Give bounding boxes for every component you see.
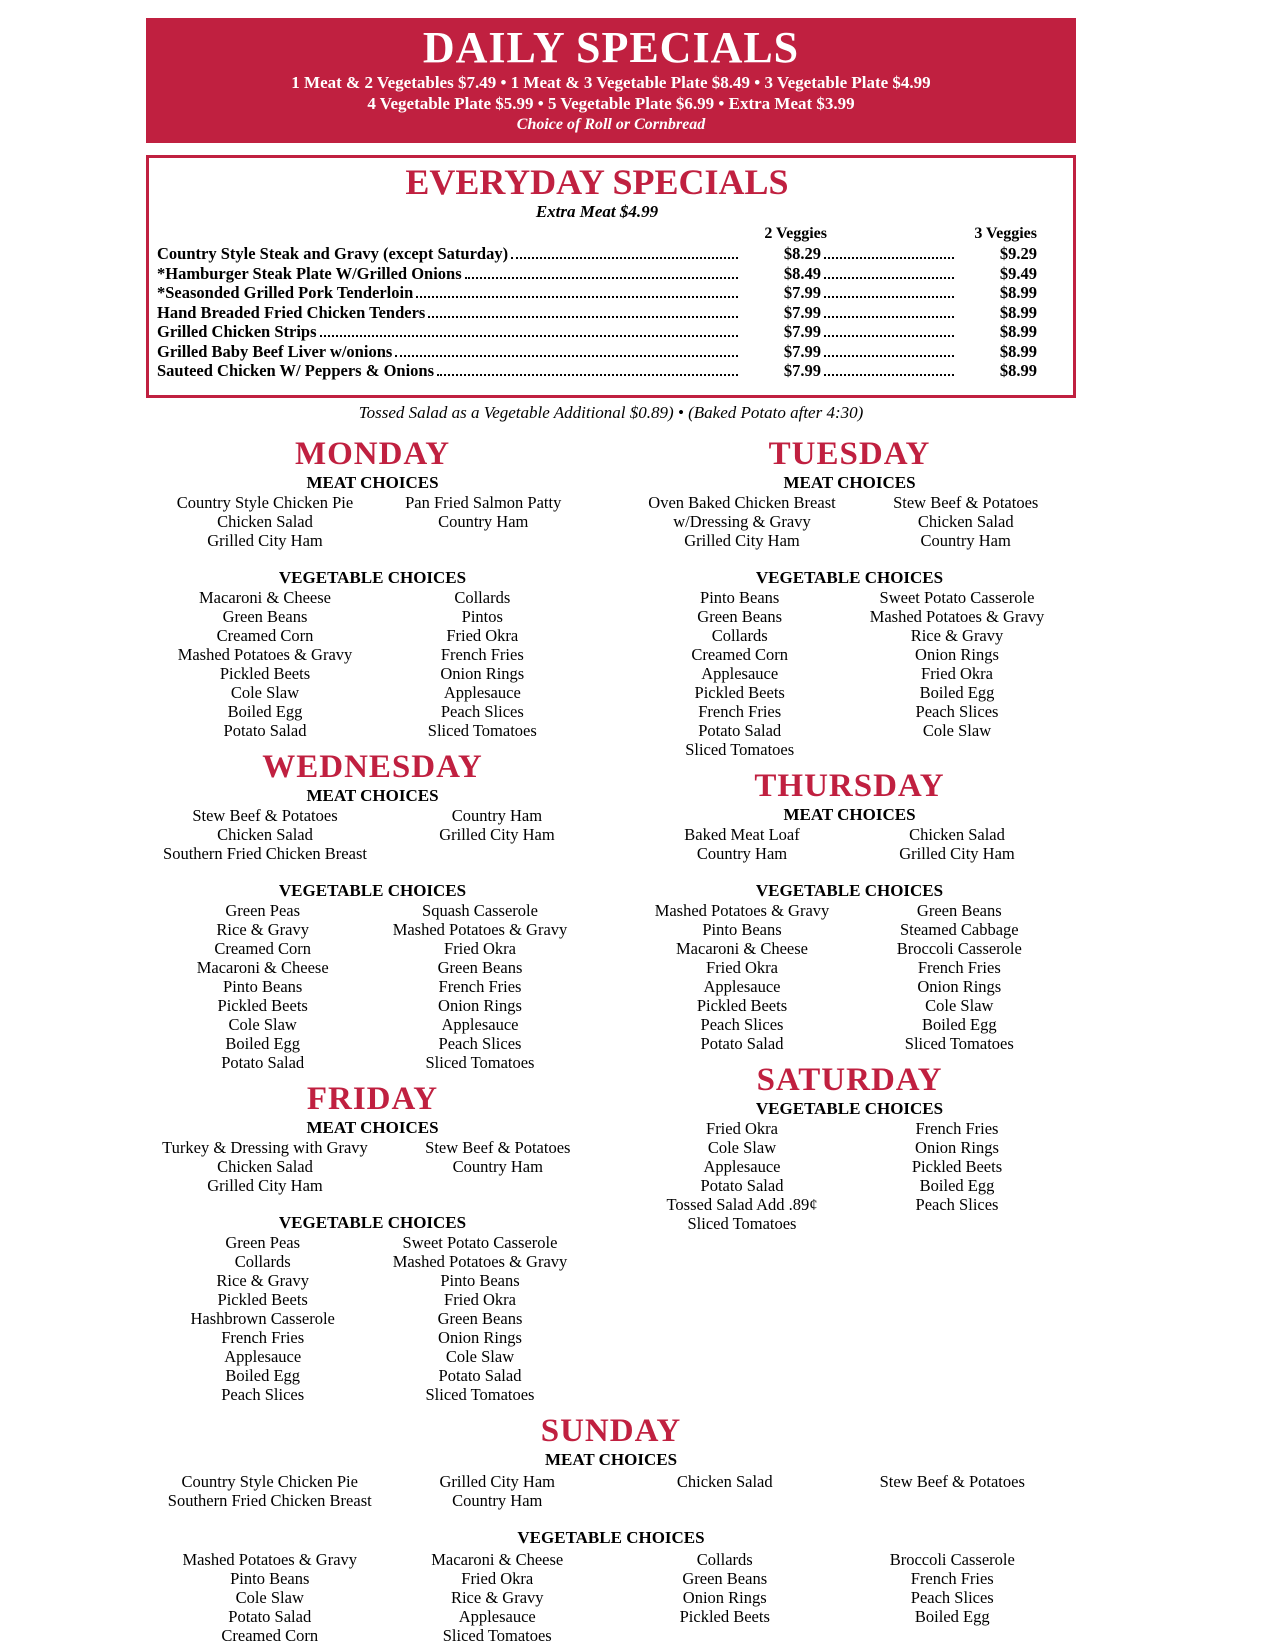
menu-item: Peach Slices: [910, 1587, 994, 1607]
item-name: Country Style Steak and Gravy (except Saturday): [157, 244, 509, 263]
meat-list: [881, 493, 1051, 550]
banner-roll-note: Choice of Roll or Cornbread: [516, 116, 706, 133]
dot-leader: [824, 265, 954, 279]
menu-item: Sweet Potato Casserole: [879, 587, 1035, 607]
menu-item: w/Dressing & Gravy: [673, 511, 811, 531]
item-name: Hand Breaded Fried Chicken Tenders: [157, 302, 426, 322]
menu-item: Rice & Gravy: [216, 919, 309, 939]
menu-item: Peach Slices: [915, 1194, 999, 1214]
dot-leader: [824, 323, 954, 337]
meat-columns: [146, 493, 599, 550]
meat-list: [413, 1138, 583, 1195]
day-friday: [146, 1080, 599, 1404]
menu-item: Applesauce: [443, 682, 521, 702]
meat-list: [398, 493, 568, 550]
meat-list: [162, 1138, 368, 1195]
menu-item: Boiled Egg: [225, 1033, 301, 1053]
menu-item: Sliced Tomatoes: [687, 1213, 797, 1233]
everyday-specials-box: [146, 155, 1076, 398]
vegetable-columns: [146, 588, 599, 740]
menu-item: Fried Okra: [706, 1118, 778, 1138]
item-name: Grilled Chicken Strips: [157, 322, 317, 341]
three-veggie-price: $8.99: [999, 361, 1037, 380]
menu-item: Stew Beef & Potatoes: [425, 1137, 571, 1157]
vegetable-choices-label: VEGETABLE CHOICES: [755, 880, 944, 900]
item-name: Sauteed Chicken W/ Peppers & Onions: [157, 361, 435, 380]
menu-item: Boiled Egg: [227, 701, 303, 721]
menu-item: Chicken Salad: [909, 824, 1005, 844]
meat-choices-label: MEAT CHOICES: [783, 472, 916, 492]
banner-pricing-line-2: 4 Vegetable Plate $5.99 • 5 Vegetable Plate $6.99 • Extra Meat $3.99: [367, 94, 855, 113]
menu-item: Pickled Beets: [217, 995, 308, 1015]
everyday-item-row: [157, 342, 1037, 362]
menu-item: Pan Fried Salmon Patty: [405, 492, 562, 512]
menu-item: Collards: [696, 1549, 753, 1569]
menu-item: Green Beans: [437, 1308, 523, 1328]
meat-choices-label: MEAT CHOICES: [544, 1449, 678, 1469]
meat-choices-label: MEAT CHOICES: [306, 1117, 439, 1137]
three-veggie-price: $9.49: [999, 263, 1037, 283]
menu-item: Cole Slaw: [707, 1137, 777, 1157]
three-veggie-price: $8.99: [999, 322, 1037, 341]
two-veggie-price: $7.99: [783, 341, 821, 361]
vegetable-choices-label: VEGETABLE CHOICES: [278, 880, 467, 900]
day-thursday: [623, 767, 1076, 1053]
vegetable-list: [393, 1233, 568, 1404]
menu-item: Turkey & Dressing with Gravy: [162, 1137, 368, 1157]
vegetable-list: [655, 588, 825, 759]
menu-item: Grilled City Ham: [439, 824, 555, 844]
menu-item: Grilled City Ham: [207, 530, 323, 550]
menu-item: Sliced Tomatoes: [442, 1625, 552, 1645]
menu-item: Pickled Beets: [219, 663, 311, 683]
menu-item: Cole Slaw: [230, 682, 300, 702]
vegetable-list: [161, 1550, 379, 1645]
menu-item: Applesauce: [458, 1606, 536, 1626]
menu-item: Grilled City Ham: [684, 530, 800, 550]
right-day-column: [623, 427, 1076, 1404]
menu-item: Green Beans: [697, 606, 783, 626]
meat-list: [161, 1472, 379, 1510]
vegetable-choices-label: VEGETABLE CHOICES: [517, 1527, 705, 1547]
menu-item: Potato Salad: [700, 1175, 784, 1195]
meat-columns: [146, 806, 599, 863]
weekday-menus: [146, 427, 1076, 1404]
menu-page: [146, 0, 1076, 1645]
two-veggie-price: $7.99: [783, 361, 821, 380]
menu-item: Green Beans: [682, 1568, 768, 1588]
menu-item: Collards: [711, 625, 768, 645]
menu-item: Peach Slices: [438, 1033, 522, 1053]
everyday-item-row: [157, 303, 1037, 323]
menu-item: Sweet Potato Casserole: [402, 1232, 558, 1252]
vegetable-columns: [623, 1119, 1076, 1233]
everyday-item-row: [157, 244, 1037, 264]
menu-item: Fried Okra: [444, 1289, 516, 1309]
dot-leader: [824, 343, 954, 357]
vegetable-list: [393, 901, 568, 1072]
everyday-item-row: [157, 264, 1037, 284]
menu-item: Cole Slaw: [235, 1587, 304, 1607]
vegetable-columns: [623, 901, 1076, 1053]
item-name: *Seasonded Grilled Pork Tenderloin: [157, 283, 414, 302]
three-veggie-price: $8.99: [999, 283, 1037, 302]
meat-list: [163, 806, 367, 863]
dot-leader: [511, 245, 738, 259]
meat-list: [616, 1472, 834, 1510]
day-sunday: [146, 1412, 1076, 1645]
menu-item: Fried Okra: [446, 625, 519, 645]
meat-list: [844, 1472, 1062, 1510]
menu-item: Macaroni & Cheese: [431, 1549, 564, 1569]
meat-choices-label: MEAT CHOICES: [783, 804, 916, 824]
day-title: MONDAY: [294, 435, 451, 472]
day-title: SATURDAY: [756, 1061, 943, 1098]
vegetable-list: [397, 588, 567, 740]
menu-item: Macaroni & Cheese: [196, 957, 329, 977]
three-veggies-header: 3 Veggies: [974, 225, 1037, 242]
dot-leader: [437, 362, 738, 376]
menu-item: Hashbrown Casserole: [190, 1308, 335, 1328]
day-monday: [146, 435, 599, 740]
menu-item: Onion Rings: [440, 663, 525, 683]
menu-item: Green Beans: [437, 957, 523, 977]
menu-item: Rice & Gravy: [450, 1587, 544, 1607]
item-name: Grilled Baby Beef Liver w/onions: [157, 341, 393, 361]
menu-item: Mashed Potatoes & Gravy: [392, 1251, 568, 1271]
menu-item: Green Peas: [225, 900, 301, 920]
meat-list: [389, 1472, 607, 1510]
menu-item: Pinto Beans: [230, 1568, 310, 1588]
menu-item: Peach Slices: [915, 701, 999, 721]
menu-item: Country Ham: [696, 843, 788, 863]
two-veggie-price: $7.99: [783, 302, 821, 322]
menu-item: Rice & Gravy: [910, 625, 1004, 645]
menu-item: Onion Rings: [915, 1137, 999, 1157]
menu-item: Boiled Egg: [921, 1014, 997, 1034]
menu-item: Country Ham: [452, 1156, 543, 1176]
meat-columns: [623, 493, 1076, 550]
dot-leader: [824, 284, 954, 298]
menu-item: Broccoli Casserole: [896, 938, 1022, 958]
everyday-price-headers: [157, 224, 1037, 244]
menu-item: French Fries: [698, 701, 782, 721]
vegetable-columns: [146, 1233, 599, 1404]
meat-list: [657, 825, 827, 863]
menu-item: Onion Rings: [438, 995, 522, 1015]
two-veggie-price: $7.99: [783, 283, 821, 302]
menu-item: Fried Okra: [706, 957, 778, 977]
dot-leader: [428, 304, 738, 318]
day-tuesday: [623, 435, 1076, 759]
menu-item: Peach Slices: [440, 701, 524, 721]
menu-item: French Fries: [910, 1568, 994, 1588]
menu-item: Pickled Beets: [696, 995, 788, 1015]
menu-item: Applesauce: [224, 1346, 302, 1366]
menu-item: Potato Salad: [438, 1365, 522, 1385]
menu-item: Creamed Corn: [691, 644, 789, 664]
menu-item: Southern Fried Chicken Breast: [167, 1490, 372, 1510]
vegetable-list: [872, 1119, 1042, 1233]
meat-columns: [146, 1138, 599, 1195]
menu-item: Country Ham: [920, 530, 1011, 550]
day-wednesday: [146, 748, 599, 1072]
menu-item: Creamed Corn: [216, 625, 314, 645]
menu-item: Onion Rings: [915, 644, 999, 664]
menu-item: Onion Rings: [682, 1587, 767, 1607]
three-veggie-price: $9.29: [999, 244, 1037, 263]
everyday-specials-title: EVERYDAY SPECIALS: [405, 162, 789, 202]
dot-leader: [320, 323, 738, 337]
menu-item: Tossed Salad Add .89¢: [666, 1194, 818, 1214]
dot-leader: [824, 362, 954, 376]
dot-leader: [416, 284, 738, 298]
vegetable-list: [178, 588, 353, 740]
menu-item: Pickled Beets: [679, 1606, 770, 1626]
menu-item: Collards: [234, 1251, 291, 1271]
day-title: WEDNESDAY: [262, 748, 483, 785]
menu-item: Potato Salad: [221, 1052, 305, 1072]
vegetable-list: [844, 1550, 1062, 1645]
banner-pricing-line-1: 1 Meat & 2 Vegetables $7.49 • 1 Meat & 3 Vegetable Plate $8.49 • 3 Vegetable Plate $4.99: [291, 73, 931, 92]
menu-item: Sliced Tomatoes: [427, 720, 537, 740]
vegetable-choices-label: VEGETABLE CHOICES: [755, 567, 944, 587]
menu-item: French Fries: [221, 1327, 305, 1347]
vegetable-list: [657, 1119, 827, 1233]
menu-item: Broccoli Casserole: [889, 1549, 1015, 1569]
menu-item: Sliced Tomatoes: [425, 1052, 535, 1072]
two-veggie-price: $7.99: [783, 322, 821, 341]
menu-item: Potato Salad: [223, 720, 307, 740]
tossed-salad-note: Tossed Salad as a Vegetable Additional $0.89) • (Baked Potato after 4:30): [358, 402, 864, 422]
day-saturday: [623, 1061, 1076, 1233]
menu-item: Country Style Chicken Pie: [181, 1471, 358, 1491]
vegetable-list: [874, 901, 1044, 1053]
menu-item: Applesauce: [703, 1156, 781, 1176]
menu-item: Stew Beef & Potatoes: [192, 805, 338, 825]
menu-item: Mashed Potatoes & Gravy: [869, 606, 1045, 626]
dot-leader: [824, 245, 954, 259]
meat-choices-label: MEAT CHOICES: [306, 472, 439, 492]
menu-item: Macaroni & Cheese: [199, 587, 331, 607]
meat-list: [872, 825, 1042, 863]
menu-item: Sliced Tomatoes: [685, 739, 795, 759]
vegetable-columns: [161, 1550, 1061, 1645]
menu-item: Pinto Beans: [440, 1270, 520, 1290]
vegetable-list: [389, 1550, 607, 1645]
menu-item: Grilled City Ham: [899, 843, 1015, 863]
menu-item: Cole Slaw: [228, 1014, 297, 1034]
banner-title: DAILY SPECIALS: [422, 23, 800, 72]
three-veggie-price: $8.99: [999, 341, 1037, 361]
dot-leader: [824, 304, 954, 318]
menu-item: Applesauce: [441, 1014, 519, 1034]
menu-item: Green Beans: [916, 900, 1002, 920]
menu-item: Country Ham: [451, 805, 543, 825]
menu-item: Potato Salad: [228, 1606, 312, 1626]
menu-item: Cole Slaw: [445, 1346, 515, 1366]
menu-item: Country Ham: [438, 511, 529, 531]
menu-item: Grilled City Ham: [207, 1175, 323, 1195]
menu-item: Cole Slaw: [925, 995, 994, 1015]
vegetable-list: [616, 1550, 834, 1645]
everyday-item-row: [157, 361, 1037, 381]
menu-item: French Fries: [917, 957, 1001, 977]
vegetable-list: [178, 901, 348, 1072]
left-day-column: [146, 427, 599, 1404]
menu-item: Pickled Beets: [911, 1156, 1003, 1176]
menu-item: Fried Okra: [444, 938, 516, 958]
menu-item: Mashed Potatoes & Gravy: [654, 900, 830, 920]
menu-item: Fried Okra: [921, 663, 993, 683]
menu-item: Pickled Beets: [694, 682, 785, 702]
menu-item: Creamed Corn: [214, 938, 312, 958]
menu-item: Pinto Beans: [702, 919, 782, 939]
header-gap: [827, 224, 957, 244]
menu-item: Potato Salad: [700, 1033, 784, 1053]
two-veggie-price: $8.49: [783, 263, 821, 283]
menu-item: Chicken Salad: [217, 1156, 313, 1176]
menu-item: Chicken Salad: [217, 511, 313, 531]
two-veggies-header: 2 Veggies: [764, 225, 827, 242]
menu-item: Onion Rings: [438, 1327, 522, 1347]
vegetable-choices-label: VEGETABLE CHOICES: [278, 567, 467, 587]
meat-list: [177, 493, 353, 550]
menu-item: Steamed Cabbage: [899, 919, 1019, 939]
meat-list: [412, 806, 582, 863]
menu-item: Country Ham: [452, 1490, 543, 1510]
day-title: SUNDAY: [540, 1412, 682, 1449]
menu-item: Mashed Potatoes & Gravy: [182, 1549, 358, 1569]
menu-item: Peach Slices: [700, 1014, 784, 1034]
menu-item: Mashed Potatoes & Gravy: [177, 644, 353, 664]
menu-item: Country Style Chicken Pie: [176, 492, 354, 512]
menu-item: Potato Salad: [698, 720, 782, 740]
menu-item: Grilled City Ham: [439, 1471, 555, 1491]
meat-columns: [161, 1472, 1061, 1510]
menu-item: Pickled Beets: [217, 1289, 308, 1309]
menu-item: Macaroni & Cheese: [676, 938, 808, 958]
menu-item: Fried Okra: [461, 1568, 534, 1588]
menu-item: Mashed Potatoes & Gravy: [392, 919, 568, 939]
dot-leader: [465, 265, 738, 279]
menu-item: Chicken Salad: [676, 1471, 773, 1491]
everyday-item-row: [157, 283, 1037, 303]
everyday-item-row: [157, 322, 1037, 342]
daily-specials-banner: [146, 18, 1076, 143]
menu-item: Pinto Beans: [223, 976, 303, 996]
menu-item: Chicken Salad: [217, 824, 313, 844]
menu-item: Baked Meat Loaf: [684, 824, 800, 844]
menu-item: Stew Beef & Potatoes: [893, 492, 1039, 512]
three-veggie-price: $8.99: [999, 302, 1037, 322]
menu-item: Onion Rings: [917, 976, 1002, 996]
extra-meat-note: Extra Meat $4.99: [535, 202, 659, 221]
vegetable-list: [870, 588, 1045, 759]
menu-item: Cole Slaw: [922, 720, 992, 740]
dot-leader: [395, 343, 738, 357]
menu-item: Green Beans: [222, 606, 308, 626]
menu-item: Squash Casserole: [422, 900, 538, 920]
menu-item: Boiled Egg: [919, 1175, 995, 1195]
meat-list: [648, 493, 835, 550]
menu-item: Boiled Egg: [225, 1365, 301, 1385]
vegetable-columns: [146, 901, 599, 1072]
menu-item: French Fries: [440, 644, 524, 664]
menu-item: French Fries: [438, 976, 522, 996]
menu-item: Pinto Beans: [700, 587, 780, 607]
vegetable-choices-label: VEGETABLE CHOICES: [278, 1212, 467, 1232]
day-title: TUESDAY: [768, 435, 931, 472]
vegetable-list: [178, 1233, 348, 1404]
meat-columns: [623, 825, 1076, 863]
menu-item: Stew Beef & Potatoes: [879, 1471, 1025, 1491]
meat-choices-label: MEAT CHOICES: [306, 785, 439, 805]
menu-item: Oven Baked Chicken Breast: [648, 492, 836, 512]
item-name: *Hamburger Steak Plate W/Grilled Onions: [157, 263, 462, 283]
menu-item: Applesauce: [701, 663, 779, 683]
menu-item: Green Peas: [225, 1232, 301, 1252]
menu-item: Peach Slices: [221, 1384, 305, 1404]
vegetable-choices-label: VEGETABLE CHOICES: [755, 1098, 944, 1118]
menu-item: Creamed Corn: [221, 1625, 319, 1645]
vegetable-columns: [623, 588, 1076, 759]
vegetable-list: [655, 901, 830, 1053]
menu-item: Southern Fried Chicken Breast: [163, 843, 367, 863]
menu-item: Collards: [454, 587, 511, 607]
menu-item: French Fries: [915, 1118, 999, 1138]
menu-item: Sliced Tomatoes: [425, 1384, 535, 1404]
menu-item: Chicken Salad: [917, 511, 1014, 531]
menu-item: Applesauce: [703, 976, 781, 996]
menu-item: Boiled Egg: [919, 682, 995, 702]
day-title: THURSDAY: [754, 767, 945, 804]
day-title: FRIDAY: [306, 1080, 439, 1117]
menu-item: Pintos: [461, 606, 503, 626]
menu-item: Sliced Tomatoes: [904, 1033, 1014, 1053]
two-veggie-price: $8.29: [783, 244, 821, 263]
menu-item: Rice & Gravy: [216, 1270, 309, 1290]
menu-item: Boiled Egg: [914, 1606, 990, 1626]
